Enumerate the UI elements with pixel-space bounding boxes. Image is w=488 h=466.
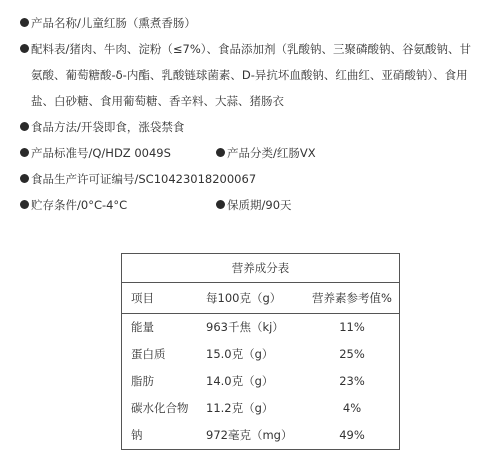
nutrient-name: 脂肪 xyxy=(131,374,154,388)
header-nrv: 营养素参考值% xyxy=(312,291,392,305)
table-row xyxy=(122,314,399,341)
ingredients-text: 配料表/猪肉、牛肉、淀粉（≤7%）、食品添加剂（乳酸钠、三聚磷酸钠、谷氨酸钠、甘氨酸、葡萄糖酸-δ-内酯、乳酸链球菌素、D-异抗坏血酸钠、红曲红、亚硝酸钠）、食用盐、白砂糖、食用葡萄糖、香辛料、大蒜、猪肠衣 xyxy=(31,42,471,108)
nutrition-table xyxy=(121,253,400,450)
method-text: 食品方法/开袋即食，涨袋禁食 xyxy=(31,120,185,134)
nutrient-nrv: 4% xyxy=(342,401,362,415)
storage-text: 贮存条件/0°C-4°C xyxy=(31,198,128,212)
info-row-standard xyxy=(20,140,216,166)
nutrient-nrv: 23% xyxy=(339,374,365,388)
nutrient-amount: 972毫克（mg） xyxy=(206,428,293,442)
nutrition-table-title: 营养成分表 xyxy=(122,254,399,283)
info-row-license xyxy=(20,166,478,192)
nutrient-name: 能量 xyxy=(131,320,154,334)
bullet-icon xyxy=(20,148,29,157)
product-name-text: 产品名称/儿童红肠（熏煮香肠） xyxy=(31,16,196,30)
shelf-life-text: 保质期/90天 xyxy=(227,198,292,212)
product-info xyxy=(20,10,478,218)
license-text: 食品生产许可证编号/SC10423018200067 xyxy=(31,172,257,186)
bullet-icon xyxy=(20,174,29,183)
table-row xyxy=(122,341,399,368)
table-row xyxy=(122,422,399,449)
category-text: 产品分类/红肠VX xyxy=(227,146,316,160)
bullet-icon xyxy=(20,200,29,209)
bullet-icon xyxy=(216,148,225,157)
info-row-product-name xyxy=(20,10,478,36)
standard-text: 产品标准号/Q/HDZ 0049S xyxy=(31,146,171,160)
table-row xyxy=(122,395,399,422)
info-row-ingredients xyxy=(20,36,478,114)
info-row-category xyxy=(216,140,316,166)
bullet-icon xyxy=(20,44,29,53)
info-row-storage xyxy=(20,192,216,218)
nutrient-nrv: 49% xyxy=(339,428,365,442)
nutrient-nrv: 25% xyxy=(339,347,365,361)
nutrient-name: 蛋白质 xyxy=(131,347,166,361)
nutrient-amount: 11.2克（g） xyxy=(206,401,274,415)
nutrient-amount: 14.0克（g） xyxy=(206,374,274,388)
header-per-100g: 每100克（g） xyxy=(206,291,282,305)
nutrient-name: 钠 xyxy=(131,428,143,442)
table-row xyxy=(122,368,399,395)
info-row-method xyxy=(20,114,478,140)
bullet-icon xyxy=(216,200,225,209)
nutrition-table-header xyxy=(122,283,399,314)
nutrient-amount: 963千焦（kj） xyxy=(206,320,284,334)
header-item: 项目 xyxy=(131,291,154,305)
nutrient-nrv: 11% xyxy=(339,320,365,334)
info-row-storage-shelf xyxy=(20,192,478,218)
info-row-shelf-life xyxy=(216,192,292,218)
info-row-standard-category xyxy=(20,140,478,166)
nutrient-amount: 15.0克（g） xyxy=(206,347,274,361)
bullet-icon xyxy=(20,18,29,27)
nutrient-name: 碳水化合物 xyxy=(131,401,189,415)
bullet-icon xyxy=(20,122,29,131)
